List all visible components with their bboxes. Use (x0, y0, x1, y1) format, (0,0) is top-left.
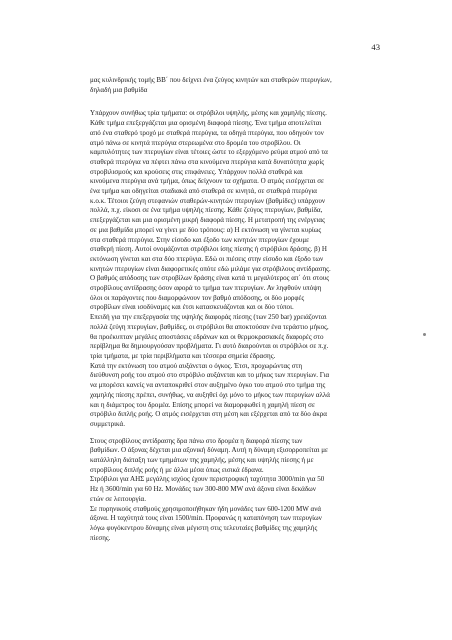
text-line: βαθμίδων. Ο άξονας δέχεται μια αξονική δύναμη. Αυτή η δύναμη εξισορροπείται με (90, 446, 328, 455)
caption-block (90, 76, 390, 95)
text-line: στροβίλους αντίδρασης όσον αφορά το τμήμα των πτερυγίων. Αν ληφθούν υπόψη (90, 284, 322, 293)
text-line: περίβλημα θα δημιουργούσαν προβλήματα. Γι αυτό διαιρούνται οι στρόβιλοι σε π.χ. (90, 342, 329, 351)
text-line: όλοι οι παράγοντες που διαμορφώνουν τον βαθμό απόδοσης, οι δύο μορφές (90, 293, 305, 302)
text-line: επεξεργάζεται και μια ορισμένη μικρή διαφορά πίεσης. Η μετατροπή της ενέργειας (90, 216, 325, 225)
text-line: στα σταθερά πτερύγια. Στην είσοδο και έξοδο των κινητών πτερυγίων έχουμε (90, 235, 310, 244)
text-line: εκτόνωση γίνεται και στα δύο πτερύγια. Εδώ οι πιέσεις στην είσοδο και έξοδο των (90, 254, 324, 263)
text-line: καμπυλότητες των πτερυγίων είναι τέτοιες ώστε το εξερχόμενο ρεύμα ατμού από τα (90, 148, 328, 157)
text-line: και η διάμετρος του δρομέα. Επίσης μπορεί να διαμορφωθεί η χαμηλή πίεση σε (90, 400, 315, 409)
text-line: ετών σε λειτουργία. (90, 494, 146, 503)
text-line: κατάλληλη διάταξη των τμημάτων της χαμηλής, μέσης και υψηλής πίεσης ή με (90, 456, 314, 465)
text-line: λόγω φυγόκεντρου δύναμης είναι μέγιστη στις τελευταίες βαθμίδες της χαμηλής (90, 523, 318, 532)
text-line: στρόβιλο διπλής ροής. Ο ατμός εισέρχεται στη μέση και εξέρχεται από τα δύο άκρα (90, 410, 327, 419)
page-text (90, 76, 390, 543)
text-line: πολλά ζεύγη πτερυγίων, βαθμίδες, οι στρόβιλοι θα αποκτούσαν ένα τεράστιο μήκος, (90, 322, 329, 331)
text-line: Επειδή για την επεξεργασία της υψηλής διαφοράς πίεσης (των 250 bar) χρειάζονται (90, 313, 327, 322)
text-line: να μπορέσει κανείς να ανταποκριθεί στον αυξημένο όγκο του ατμού στο τμήμα της (90, 381, 326, 390)
text-line: Στους στροβίλους αντίδρασης δρα πάνω στο δρομέα η διαφορά πίεσης των (90, 436, 303, 445)
paragraph-1 (90, 109, 390, 429)
scan-speck (423, 333, 426, 336)
text-line: άξονα. Η ταχύτητά τους είναι 1500/min. Προφανώς η καταπόνηση των πτερυγίων (90, 514, 322, 523)
text-line: Κάθε τμήμα επεξεργάζεται μια ορισμένη διαφορά πίεσης. Ένα τμήμα αποτελείται (90, 119, 322, 128)
text-line: από ένα σταθερό τροχό με σταθερά πτερύγια, τα οδηγά πτερύγια, που οδηγούν τον (90, 128, 324, 137)
text-line: θα προέκυπταν μεγάλες αποστάσεις εδράνων και οι θερμοκρασιακές διαφορές στο (90, 332, 324, 341)
text-line: Κατά την εκτόνωση του ατμού αυξάνεται ο όγκος. Έτσι, προχωρώντας στη (90, 361, 303, 370)
text-line: πίεσης. (90, 533, 111, 542)
text-line: στροβίλους διπλής ροής ή με άλλα μέσα όπως εισικά έδρανα. (90, 465, 264, 474)
text-line: κινητών πτερυγίων είναι διαφορετικές οπότε εδώ μιλάμε για στρόβιλους αντίδρασης. (90, 264, 331, 273)
text-line: στροβίλων είναι ισοδύναμες και έτσι κατασκευάζονται και οι δύο τύποι. (90, 303, 294, 312)
text-line: τρία τμήματα, με τρία περιβλήματα και τέσσερα σημεία έδρασης. (90, 351, 276, 360)
text-line: διεύθυνση ροής του ατμού στο στρόβιλο αυξάνεται και το μήκος των πτερυγίων. Για (90, 371, 330, 380)
text-line: κ.ο.κ. Τέτοιοι ζεύγη στεφανιών σταθερών-κινητών πτερυγίων (βαθμίδες) υπάρχουν (90, 196, 326, 205)
text-line: σταθερή πίεση. Αυτοί ονομάζονται στρόβιλοι ίσης πίεσης ή στρόβιλοι δράσης. β) Η (90, 245, 327, 254)
text-line: Υπάρχουν συνήθως τρία τμήματα: οι στρόβιλοι υψηλής, μέσης και χαμηλής πίεσης. (90, 109, 327, 118)
paragraph-2 (90, 437, 390, 544)
text-line: ένα τμήμα και οδηγείται σταδιακά από σταθερά σε κινητά, σε σταθερά πτερύγια (90, 187, 317, 196)
text-line: συμμετρικά. (90, 419, 125, 428)
text-line: Σε πυρηνικούς σταθμούς χρησιμοποιήθηκαν ήδη μονάδες των 600-1200 MW ανά (90, 504, 322, 513)
text-line: σταθερά πτερύγια να πέφτει πάνω στα κινούμενα πτερύγια κατά δυνατότητα χωρίς (90, 157, 325, 166)
text-line: ατμό πάνω σε κινητά πτερύγια στερεωμένα στο δρομέα του στροβίλου. Οι (90, 138, 301, 147)
text-line: πολλά, π.χ. είκοσι σε ένα τμήμα υψηλής πίεσης. Κάθε ζεύγος πτερυγίων, βαθμίδα, (90, 206, 323, 215)
text-line: Hz ή 3600/min για 60 Hz. Μονάδες των 300-800 MW ανά άξονα είναι δεκάδων (90, 485, 316, 494)
text-line: χαμηλής πίεσης πρέπει, συνήθως, να αυξηθεί όχι μόνο το μήκος των πτερυγίων αλλά (90, 390, 330, 399)
text-line: Στρόβιλοι για ΑΗΣ μεγάλης ισχύος έχουν περιστροφική ταχύτητα 3000/min για 50 (90, 475, 325, 484)
text-line: σε μια βαθμίδα μπορεί να γίνει με δύο τρόπους: α) Η εκτόνωση να γίνεται κυρίως (90, 225, 322, 234)
text-line: μας κυλινδρικής τομής ΒΒ΄ που δείχνει ένα ζεύγος κινητών και σταθερών πτερυγίων, (90, 76, 332, 84)
page-number: 43 (371, 42, 380, 52)
text-line: Ο βαθμός απόδοσης των στροβίλων δράσης είναι κατά τι μεγαλύτερος απ΄ ότι στους (90, 274, 330, 283)
text-line: στροβιλισμούς και κρούσεις στις επιφάνειες. Υπάρχουν πολλά σταθερά και (90, 167, 303, 176)
text-line: δηλαδή μια βαθμίδα (90, 85, 148, 94)
text-line: κινούμενα πτερύγια ανά τμήμα, όπως δείχνουν τα σχήματα. Ο ατμός εισέρχεται σε (90, 177, 324, 186)
